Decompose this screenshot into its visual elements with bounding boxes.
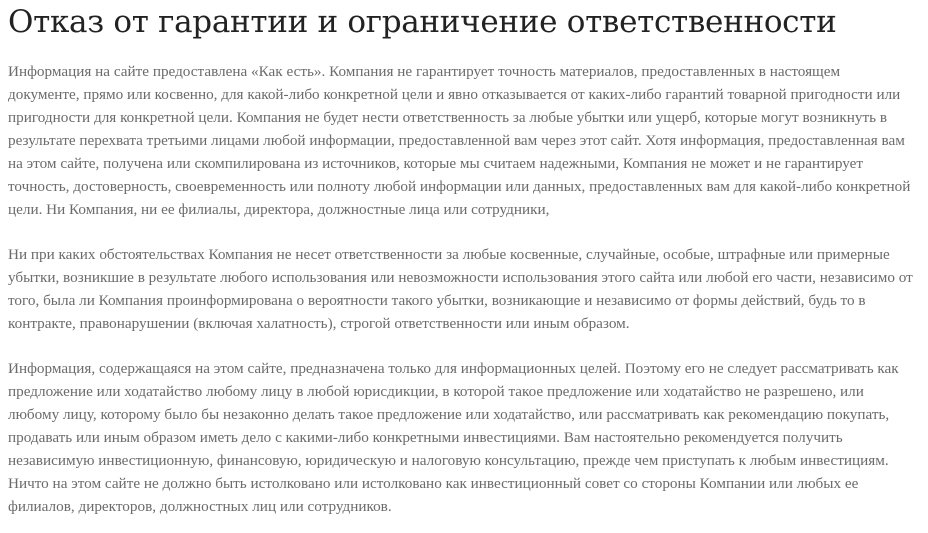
page-title: Отказ от гарантии и ограничение ответственности bbox=[8, 4, 837, 40]
disclaimer-paragraph-information: Информация, содержащаяся на этом сайте, предназначена только для информационных целей. Поэтому его не следует рассматривать как предложение или ходатайство любому лицу в любой юрисдикции, в которой такое предложение или ходатайство не разрешено, или любому лицу, которому было бы незаконно делать такое предложение или ходатайство, или рассматривать как рекомендацию покупать, продавать или иным образом иметь дело с какими-либо конкретными инвестициями. Вам настоятельно рекомендуется получить независимую инвестиционную, финансовую, юридическую и налоговую консультацию, прежде чем приступать к любым инвестициям. Ничто на этом сайте не должно быть истолковано или истолковано как инвестиционный совет со стороны Компании или любых ее филиалов, директоров, должностных лиц или сотрудников. bbox=[8, 360, 899, 515]
disclaimer-paragraph-liability: Ни при каких обстоятельствах Компания не несет ответственности за любые косвенные, случайные, особые, штрафные или примерные убытки, возникшие в результате любого использования или невозможности использования этого сайта или любой его части, независимо от того, была ли Компания проинформирована о вероятности такого убытки, возникающие и независимо от формы действий, будь то в контракте, правонарушении (включая халатность), строгой ответственности или иным образом. bbox=[8, 246, 913, 332]
disclaimer-paragraph-warranty: Информация на сайте предоставлена «Как есть». Компания не гарантирует точность материалов, предоставленных в настоящем документе, прямо или косвенно, для какой-либо конкретной цели и явно отказывается от каких-либо гарантий товарной пригодности или пригодности для конкретной цели. Компания не будет нести ответственность за любые убытки или ущерб, которые могут возникнуть в результате перехвата третьими лицами любой информации, предоставленной вам через этот сайт. Хотя информация, предоставленная вам на этом сайте, получена или скомпилирована из источников, которые мы считаем надежными, Компания не может и не гарантирует точность, достоверность, своевременность или полноту любой информации или данных, предоставленных вам для какой-либо конкретной цели. Ни Компания, ни ее филиалы, директора, должностные лица или сотрудники, bbox=[8, 63, 911, 218]
